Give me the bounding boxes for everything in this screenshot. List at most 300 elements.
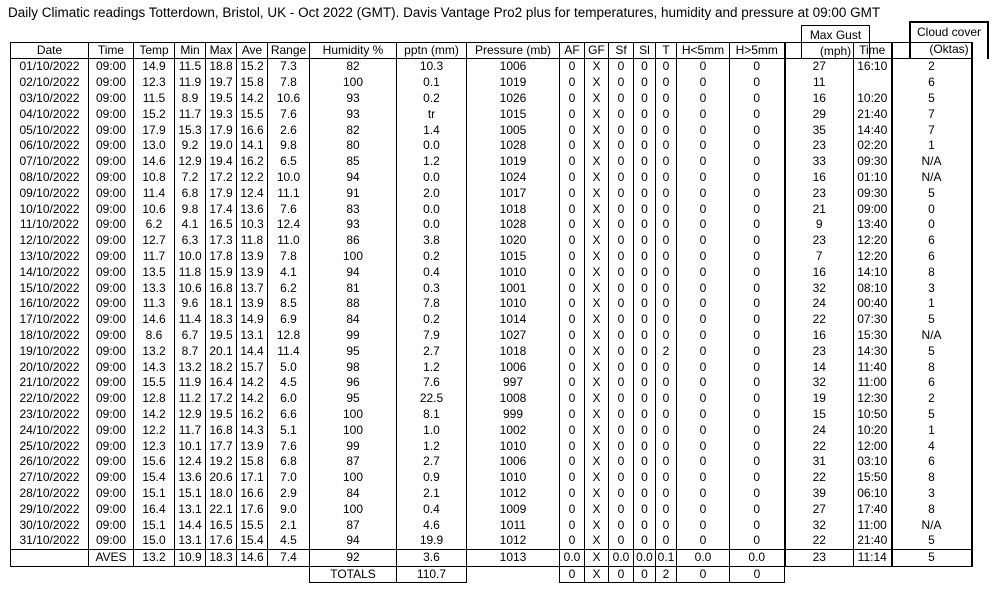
cell-gf: X — [585, 106, 609, 122]
cell-humidity: 100 — [310, 422, 397, 438]
cell-sf: 0 — [609, 486, 634, 502]
cell-time: 09:00 — [89, 106, 134, 122]
cell-af: 0 — [560, 59, 585, 75]
cell-date: 15/10/2022 — [11, 280, 89, 296]
cell-range: 6.6 — [268, 407, 310, 423]
cell-cloud-cover: 1 — [892, 138, 972, 154]
cell-max: 17.7 — [206, 438, 237, 454]
cell-max-gust: 33 — [785, 154, 854, 170]
cell-h-gt5mm: 0 — [730, 280, 785, 296]
cell-t: 0 — [656, 138, 677, 154]
cell-h-lt5mm: 0 — [677, 501, 730, 517]
ave-h-gt5mm: 0.0 — [730, 549, 785, 566]
cell-range: 7.0 — [268, 470, 310, 486]
cloud-cover-header-line1: Cloud cover — [916, 25, 982, 39]
cell-min: 11.5 — [175, 59, 206, 75]
cell-range: 6.0 — [268, 391, 310, 407]
cell-h-gt5mm: 0 — [730, 422, 785, 438]
cell-date: 04/10/2022 — [11, 106, 89, 122]
cell-h-lt5mm: 0 — [677, 422, 730, 438]
cell-date: 19/10/2022 — [11, 343, 89, 359]
cell-sf: 0 — [609, 264, 634, 280]
cell-temp: 15.6 — [134, 454, 175, 470]
cell-sl: 0 — [634, 249, 656, 265]
cell-sl: 0 — [634, 375, 656, 391]
cell-pptn: 10.3 — [397, 59, 467, 75]
cell-max: 19.3 — [206, 106, 237, 122]
cell-time: 09:00 — [89, 454, 134, 470]
ave-range: 7.4 — [268, 549, 310, 566]
table-footer — [11, 549, 972, 583]
cell-pressure: 1020 — [467, 233, 560, 249]
cell-h-gt5mm: 0 — [730, 185, 785, 201]
cell-pressure: 1024 — [467, 170, 560, 186]
cell-range: 6.5 — [268, 154, 310, 170]
cell-max: 18.8 — [206, 59, 237, 75]
cell-h-gt5mm: 0 — [730, 391, 785, 407]
totals-sf: 0 — [609, 566, 634, 583]
table-header — [11, 43, 972, 59]
cell-gust-time: 06:10 — [854, 486, 892, 502]
cell-af: 0 — [560, 533, 585, 549]
cell-time: 09:00 — [89, 470, 134, 486]
cell-ave: 13.1 — [237, 328, 268, 344]
cell-max-gust: 29 — [785, 106, 854, 122]
cell-max-gust: 23 — [785, 343, 854, 359]
cell-af: 0 — [560, 122, 585, 138]
cell-pptn: 2.0 — [397, 185, 467, 201]
cell-h-lt5mm: 0 — [677, 470, 730, 486]
cell-time: 09:00 — [89, 312, 134, 328]
cell-cloud-cover: 6 — [892, 454, 972, 470]
cell-humidity: 94 — [310, 533, 397, 549]
cell-h-gt5mm: 0 — [730, 264, 785, 280]
cell-time: 09:00 — [89, 280, 134, 296]
cell-h-lt5mm: 0 — [677, 264, 730, 280]
cell-sf: 0 — [609, 470, 634, 486]
cell-temp: 11.4 — [134, 185, 175, 201]
col-header-pptn: pptn (mm) — [397, 43, 467, 59]
cell-min: 10.6 — [175, 280, 206, 296]
cell-h-lt5mm: 0 — [677, 517, 730, 533]
totals-blank — [175, 566, 206, 583]
cell-date: 28/10/2022 — [11, 486, 89, 502]
col-header-gf: GF — [585, 43, 609, 59]
cell-gust-time: 14:10 — [854, 264, 892, 280]
col-header-max-gust — [785, 43, 854, 59]
cell-pptn: 0.2 — [397, 312, 467, 328]
cell-max-gust: 23 — [785, 233, 854, 249]
col-header-range: Range — [268, 43, 310, 59]
cell-max: 22.1 — [206, 501, 237, 517]
cell-gf: X — [585, 375, 609, 391]
cell-h-lt5mm: 0 — [677, 438, 730, 454]
cell-sf: 0 — [609, 328, 634, 344]
cell-ave: 13.9 — [237, 264, 268, 280]
totals-label: TOTALS — [310, 566, 397, 583]
cell-temp: 12.2 — [134, 422, 175, 438]
cell-sl: 0 — [634, 470, 656, 486]
cell-gust-time: 10:50 — [854, 407, 892, 423]
cell-sl: 0 — [634, 407, 656, 423]
cell-gf: X — [585, 75, 609, 91]
cell-max: 19.5 — [206, 328, 237, 344]
cell-humidity: 88 — [310, 296, 397, 312]
cell-h-lt5mm: 0 — [677, 233, 730, 249]
table-row — [11, 359, 972, 375]
cell-h-lt5mm: 0 — [677, 138, 730, 154]
cell-sl: 0 — [634, 154, 656, 170]
cell-pptn: 0.0 — [397, 138, 467, 154]
cell-date: 22/10/2022 — [11, 391, 89, 407]
cell-gust-time: 12:20 — [854, 233, 892, 249]
col-header-ave: Ave — [237, 43, 268, 59]
cell-gust-time: 14:40 — [854, 122, 892, 138]
cell-min: 13.1 — [175, 533, 206, 549]
cell-sf: 0 — [609, 296, 634, 312]
ave-pressure: 1013 — [467, 549, 560, 566]
cell-t: 0 — [656, 391, 677, 407]
cell-gust-time: 10:20 — [854, 91, 892, 107]
cell-humidity: 94 — [310, 264, 397, 280]
cell-min: 13.2 — [175, 359, 206, 375]
cell-gf: X — [585, 438, 609, 454]
cell-max: 19.4 — [206, 154, 237, 170]
cell-af: 0 — [560, 454, 585, 470]
cell-ave: 13.9 — [237, 438, 268, 454]
cell-t: 0 — [656, 185, 677, 201]
cell-min: 6.7 — [175, 328, 206, 344]
cell-gf: X — [585, 486, 609, 502]
cell-ave: 11.8 — [237, 233, 268, 249]
table-row — [11, 233, 972, 249]
cell-sf: 0 — [609, 106, 634, 122]
cell-max-gust: 16 — [785, 264, 854, 280]
totals-h-gt5: 0 — [730, 566, 785, 583]
cell-cloud-cover: 2 — [892, 391, 972, 407]
cell-time: 09:00 — [89, 438, 134, 454]
cell-ave: 14.9 — [237, 312, 268, 328]
cell-time: 09:00 — [89, 91, 134, 107]
cell-sf: 0 — [609, 59, 634, 75]
cell-h-lt5mm: 0 — [677, 454, 730, 470]
col-header-temp: Temp — [134, 43, 175, 59]
cell-max-gust: 22 — [785, 533, 854, 549]
cell-gust-time — [854, 75, 892, 91]
averages-row — [11, 549, 972, 566]
cell-time: 09:00 — [89, 422, 134, 438]
cell-range: 6.9 — [268, 312, 310, 328]
cell-range: 9.0 — [268, 501, 310, 517]
cell-humidity: 81 — [310, 280, 397, 296]
table-row — [11, 422, 972, 438]
cell-ave: 15.8 — [237, 454, 268, 470]
cell-humidity: 93 — [310, 106, 397, 122]
cell-ave: 14.2 — [237, 391, 268, 407]
cell-h-gt5mm: 0 — [730, 154, 785, 170]
cell-gust-time: 16:10 — [854, 59, 892, 75]
cell-date: 05/10/2022 — [11, 122, 89, 138]
cell-pptn: 0.2 — [397, 249, 467, 265]
cell-pptn: 2.7 — [397, 454, 467, 470]
table-row — [11, 438, 972, 454]
cell-time: 09:00 — [89, 185, 134, 201]
cell-cloud-cover: 5 — [892, 312, 972, 328]
cell-date: 29/10/2022 — [11, 501, 89, 517]
cell-gf: X — [585, 138, 609, 154]
cell-t: 0 — [656, 170, 677, 186]
cell-h-lt5mm: 0 — [677, 343, 730, 359]
table-row — [11, 170, 972, 186]
cell-temp: 13.3 — [134, 280, 175, 296]
cell-h-gt5mm: 0 — [730, 486, 785, 502]
cell-pressure: 1010 — [467, 470, 560, 486]
cell-h-gt5mm: 0 — [730, 59, 785, 75]
cell-sl: 0 — [634, 359, 656, 375]
cell-temp: 15.1 — [134, 517, 175, 533]
cell-h-gt5mm: 0 — [730, 517, 785, 533]
cell-range: 6.2 — [268, 280, 310, 296]
cell-pressure: 1006 — [467, 454, 560, 470]
cell-ave: 14.4 — [237, 343, 268, 359]
cell-max-gust: 16 — [785, 91, 854, 107]
cell-humidity: 83 — [310, 201, 397, 217]
cell-pptn: 0.9 — [397, 470, 467, 486]
cell-sf: 0 — [609, 201, 634, 217]
col-header-pressure: Pressure (mb) — [467, 43, 560, 59]
table-row — [11, 486, 972, 502]
cell-humidity: 93 — [310, 91, 397, 107]
cell-range: 9.8 — [268, 138, 310, 154]
cell-ave: 12.4 — [237, 185, 268, 201]
cell-min: 12.9 — [175, 154, 206, 170]
cell-gust-time: 09:30 — [854, 185, 892, 201]
cell-sf: 0 — [609, 375, 634, 391]
max-gust-header-line1: Max Gust — [809, 28, 862, 42]
cell-max: 15.9 — [206, 264, 237, 280]
cell-pressure: 997 — [467, 375, 560, 391]
table-row — [11, 470, 972, 486]
cell-t: 0 — [656, 233, 677, 249]
totals-row — [11, 566, 972, 583]
cell-range: 7.8 — [268, 249, 310, 265]
cell-h-lt5mm: 0 — [677, 533, 730, 549]
cell-temp: 12.7 — [134, 233, 175, 249]
cell-pptn: 22.5 — [397, 391, 467, 407]
cell-min: 13.6 — [175, 470, 206, 486]
cell-max: 19.5 — [206, 407, 237, 423]
cell-gf: X — [585, 422, 609, 438]
cell-time: 09:00 — [89, 75, 134, 91]
totals-blank — [892, 566, 972, 583]
cell-humidity: 100 — [310, 470, 397, 486]
cell-date: 17/10/2022 — [11, 312, 89, 328]
cell-range: 11.1 — [268, 185, 310, 201]
cell-cloud-cover: 6 — [892, 75, 972, 91]
ave-max: 18.3 — [206, 549, 237, 566]
cell-temp: 11.5 — [134, 91, 175, 107]
cell-max-gust: 39 — [785, 486, 854, 502]
table-row — [11, 91, 972, 107]
cell-sl: 0 — [634, 264, 656, 280]
cell-max-gust: 35 — [785, 122, 854, 138]
cell-date: 01/10/2022 — [11, 59, 89, 75]
cell-sf: 0 — [609, 454, 634, 470]
cell-date: 24/10/2022 — [11, 422, 89, 438]
cell-gf: X — [585, 280, 609, 296]
cell-date: 03/10/2022 — [11, 91, 89, 107]
cell-time: 09:00 — [89, 486, 134, 502]
totals-blank — [237, 566, 268, 583]
cell-time: 09:00 — [89, 122, 134, 138]
cell-cloud-cover: 1 — [892, 422, 972, 438]
cell-h-gt5mm: 0 — [730, 328, 785, 344]
cell-h-lt5mm: 0 — [677, 328, 730, 344]
cell-range: 11.0 — [268, 233, 310, 249]
cell-pptn: 0.4 — [397, 501, 467, 517]
col-header-gust-time: Time — [854, 43, 892, 59]
cell-gust-time: 12:20 — [854, 249, 892, 265]
cell-temp: 11.7 — [134, 249, 175, 265]
cell-gf: X — [585, 407, 609, 423]
cell-af: 0 — [560, 296, 585, 312]
cell-gust-time: 02:20 — [854, 138, 892, 154]
cell-af: 0 — [560, 154, 585, 170]
cell-time: 09:00 — [89, 359, 134, 375]
cell-temp: 14.6 — [134, 154, 175, 170]
cell-max-gust: 31 — [785, 454, 854, 470]
cell-ave: 15.7 — [237, 359, 268, 375]
totals-gf: X — [585, 566, 609, 583]
cell-af: 0 — [560, 106, 585, 122]
cell-h-lt5mm: 0 — [677, 391, 730, 407]
cell-gf: X — [585, 91, 609, 107]
cell-cloud-cover: 8 — [892, 470, 972, 486]
cell-max-gust: 15 — [785, 407, 854, 423]
table-row — [11, 122, 972, 138]
cell-max: 17.9 — [206, 122, 237, 138]
cell-gust-time: 11:00 — [854, 517, 892, 533]
cell-sl: 0 — [634, 280, 656, 296]
cell-sf: 0 — [609, 233, 634, 249]
cell-range: 5.0 — [268, 359, 310, 375]
cell-gf: X — [585, 359, 609, 375]
cell-pressure: 1019 — [467, 75, 560, 91]
cell-t: 0 — [656, 312, 677, 328]
cell-pressure: 1028 — [467, 217, 560, 233]
cell-ave: 14.2 — [237, 91, 268, 107]
cell-gust-time: 17:40 — [854, 501, 892, 517]
cell-max-gust: 19 — [785, 391, 854, 407]
cell-temp: 15.5 — [134, 375, 175, 391]
cell-t: 0 — [656, 296, 677, 312]
cell-h-gt5mm: 0 — [730, 312, 785, 328]
cell-gust-time: 01:10 — [854, 170, 892, 186]
cell-pptn: 0.0 — [397, 201, 467, 217]
cell-sf: 0 — [609, 91, 634, 107]
cell-af: 0 — [560, 280, 585, 296]
cell-humidity: 91 — [310, 185, 397, 201]
cell-t: 0 — [656, 154, 677, 170]
cell-pressure: 1006 — [467, 59, 560, 75]
cell-af: 0 — [560, 422, 585, 438]
cell-ave: 13.9 — [237, 296, 268, 312]
cell-ave: 17.6 — [237, 501, 268, 517]
cell-max-gust: 27 — [785, 59, 854, 75]
cell-pressure: 1008 — [467, 391, 560, 407]
totals-blank — [785, 566, 854, 583]
cell-af: 0 — [560, 170, 585, 186]
cell-af: 0 — [560, 470, 585, 486]
cell-gust-time: 11:40 — [854, 359, 892, 375]
cell-sl: 0 — [634, 501, 656, 517]
cell-date: 27/10/2022 — [11, 470, 89, 486]
cell-cloud-cover: 4 — [892, 438, 972, 454]
cell-temp: 10.6 — [134, 201, 175, 217]
cell-temp: 11.3 — [134, 296, 175, 312]
ave-ave: 14.6 — [237, 549, 268, 566]
cell-min: 15.3 — [175, 122, 206, 138]
cell-time: 09:00 — [89, 217, 134, 233]
cell-time: 09:00 — [89, 264, 134, 280]
cell-humidity: 99 — [310, 438, 397, 454]
cell-max: 17.8 — [206, 249, 237, 265]
cell-sf: 0 — [609, 154, 634, 170]
cell-pressure: 1026 — [467, 91, 560, 107]
cell-ave: 16.2 — [237, 407, 268, 423]
cell-pressure: 1002 — [467, 422, 560, 438]
table-body — [11, 59, 972, 550]
cell-cloud-cover: N/A — [892, 154, 972, 170]
cell-pptn: 0.2 — [397, 91, 467, 107]
cell-min: 11.7 — [175, 422, 206, 438]
cell-range: 4.5 — [268, 375, 310, 391]
cell-gf: X — [585, 59, 609, 75]
cell-sf: 0 — [609, 138, 634, 154]
cell-date: 10/10/2022 — [11, 201, 89, 217]
cell-min: 12.9 — [175, 407, 206, 423]
cell-date: 18/10/2022 — [11, 328, 89, 344]
cell-h-gt5mm: 0 — [730, 454, 785, 470]
cell-sf: 0 — [609, 170, 634, 186]
col-header-h-lt5mm: H<5mm — [677, 43, 730, 59]
cell-min: 10.0 — [175, 249, 206, 265]
cell-humidity: 86 — [310, 233, 397, 249]
cell-pressure: 1028 — [467, 138, 560, 154]
totals-sl: 0 — [634, 566, 656, 583]
cell-pptn: 0.3 — [397, 280, 467, 296]
cell-t: 0 — [656, 501, 677, 517]
cell-date: 25/10/2022 — [11, 438, 89, 454]
cell-t: 0 — [656, 217, 677, 233]
cell-af: 0 — [560, 75, 585, 91]
cell-range: 10.0 — [268, 170, 310, 186]
totals-af: 0 — [560, 566, 585, 583]
table-row — [11, 264, 972, 280]
table-row — [11, 249, 972, 265]
totals-pptn: 110.7 — [397, 566, 467, 583]
cell-gust-time: 09:30 — [854, 154, 892, 170]
cell-pressure: 1009 — [467, 501, 560, 517]
cell-pptn: 4.6 — [397, 517, 467, 533]
cell-temp: 13.2 — [134, 343, 175, 359]
cell-temp: 13.0 — [134, 138, 175, 154]
cell-sl: 0 — [634, 122, 656, 138]
ave-date — [11, 549, 89, 566]
ave-time: AVES — [89, 549, 134, 566]
cloud-cover-header-line2: (Oktas) — [929, 42, 969, 56]
cell-date: 26/10/2022 — [11, 454, 89, 470]
